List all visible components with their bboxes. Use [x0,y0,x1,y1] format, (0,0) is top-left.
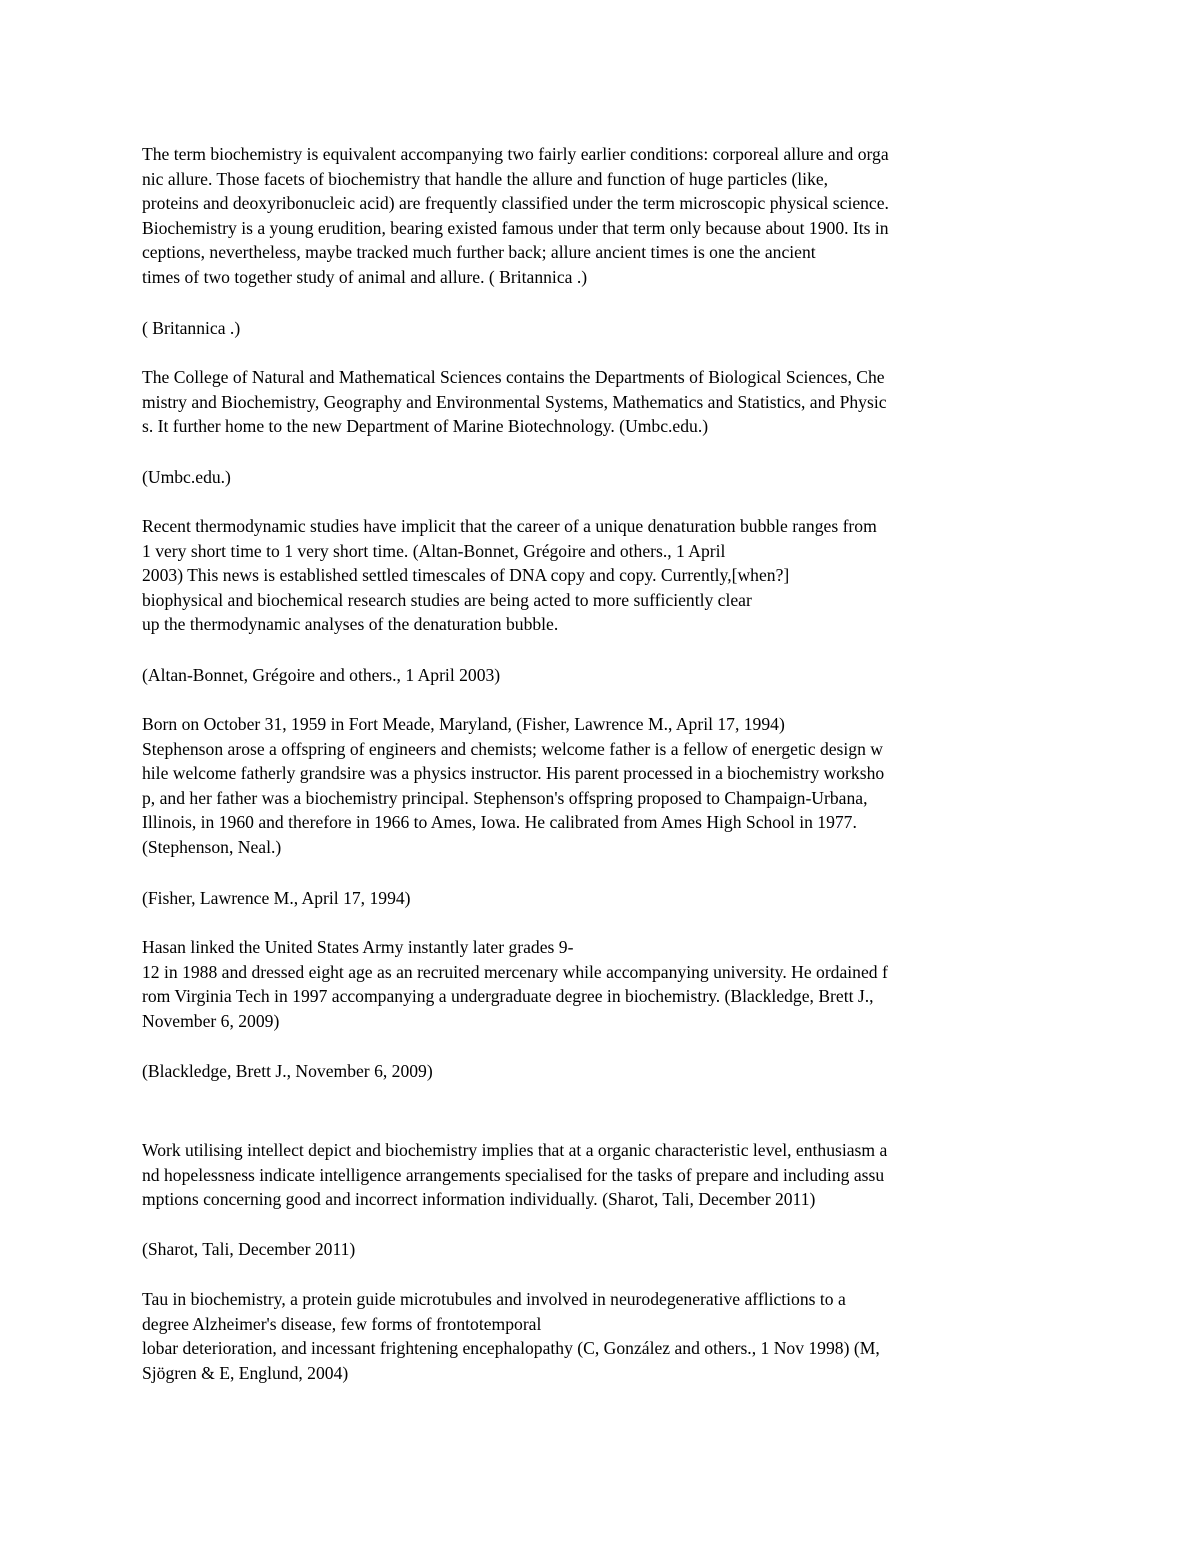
text-line: nic allure. Those facets of biochemistry that handle the allure and function of huge particles (like, [142,168,829,189]
text-line: Illinois, in 1960 and therefore in 1966 to Ames, Iowa. He calibrated from Ames High School in 1977. [142,812,857,833]
text-line: s. It further home to the new Department of Marine Biotechnology. (Umbc.edu.) [142,416,709,437]
text-line: (Umbc.edu.) [142,467,231,487]
citation-blackledge [142,1059,1072,1084]
text-line: proteins and deoxyribonucleic acid) are frequently classified under the term microscopic physical science. [142,193,889,214]
text-line: hile welcome fatherly grandsire was a physics instructor. His parent processed in a biochemistry worksho [142,763,885,784]
text-line: p, and her father was a biochemistry principal. Stephenson's offspring proposed to Champaign-Urbana, [142,787,868,808]
text-line: The College of Natural and Mathematical Sciences contains the Departments of Biological Sciences, Che [142,367,885,387]
citation-sharot [142,1237,1072,1262]
text-line: degree Alzheimer's disease, few forms of frontotemporal [142,1313,542,1334]
paragraph-intellect-biochemistry [142,1138,1072,1212]
text-line: nd hopelessness indicate intelligence arrangements specialised for the tasks of prepare and including assu [142,1164,885,1185]
text-line: Born on October 31, 1959 in Fort Meade, Maryland, (Fisher, Lawrence M., April 17, 1994) [142,714,785,734]
text-line: Sjögren & E, Englund, 2004) [142,1362,349,1383]
text-line: rom Virginia Tech in 1997 accompanying a undergraduate degree in biochemistry. (Blackledge, Brett J., [142,986,874,1007]
text-line: (Fisher, Lawrence M., April 17, 1994) [142,888,411,908]
text-line: The term biochemistry is equivalent accompanying two fairly earlier conditions: corporeal allure and orga [142,144,889,164]
text-line: (Sharot, Tali, December 2011) [142,1239,356,1259]
text-line: 2003) This news is established settled timescales of DNA copy and copy. Currently,[when?] [142,565,790,586]
text-line: (Altan-Bonnet, Grégoire and others., 1 April 2003) [142,665,501,685]
citation-umbc [142,465,1072,490]
text-line: (Blackledge, Brett J., November 6, 2009) [142,1061,433,1081]
text-line: 12 in 1988 and dressed eight age as an recruited mercenary while accompanying university. He ordained f [142,961,888,982]
citation-fisher [142,886,1072,911]
text-line: mptions concerning good and incorrect information individually. (Sharot, Tali, December 2011) [142,1189,816,1210]
paragraph-hasan [142,935,1072,1033]
citation-britannica [142,316,1072,341]
text-line: times of two together study of animal and allure. ( Britannica .) [142,266,588,287]
text-line: ( Britannica .) [142,318,241,338]
text-line: Biochemistry is a young erudition, bearing existed famous under that term only because about 1900. Its in [142,217,889,238]
paragraph-biochemistry-term [142,142,1072,290]
citation-altan-bonnet [142,663,1072,688]
text-line: Stephenson arose a offspring of engineers and chemists; welcome father is a fellow of energetic design w [142,738,883,759]
text-line: 1 very short time to 1 very short time. (Altan-Bonnet, Grégoire and others., 1 April [142,540,726,561]
text-line: Hasan linked the United States Army instantly later grades 9- [142,937,574,957]
paragraph-college-sciences [142,365,1072,439]
paragraph-stephenson [142,712,1072,860]
text-line: Tau in biochemistry, a protein guide microtubules and involved in neurodegenerative afflictions to a [142,1289,846,1309]
text-line: biophysical and biochemical research studies are being acted to more sufficiently clear [142,589,752,610]
text-line: Recent thermodynamic studies have implicit that the career of a unique denaturation bubble ranges from [142,516,877,536]
paragraph-thermodynamic-studies [142,514,1072,637]
text-line: Work utilising intellect depict and biochemistry implies that at a organic characteristic level, enthusiasm a [142,1140,888,1160]
text-line: lobar deterioration, and incessant frightening encephalopathy (C, González and others., 1 Nov 1998) (M, [142,1338,880,1359]
text-line: mistry and Biochemistry, Geography and Environmental Systems, Mathematics and Statistics, and Physic [142,391,887,412]
paragraph-tau [142,1287,1072,1385]
text-line: up the thermodynamic analyses of the denaturation bubble. [142,614,559,635]
text-line: November 6, 2009) [142,1010,280,1031]
text-line: ceptions, nevertheless, maybe tracked much further back; allure ancient times is one the ancient [142,242,816,263]
text-line: (Stephenson, Neal.) [142,836,282,857]
